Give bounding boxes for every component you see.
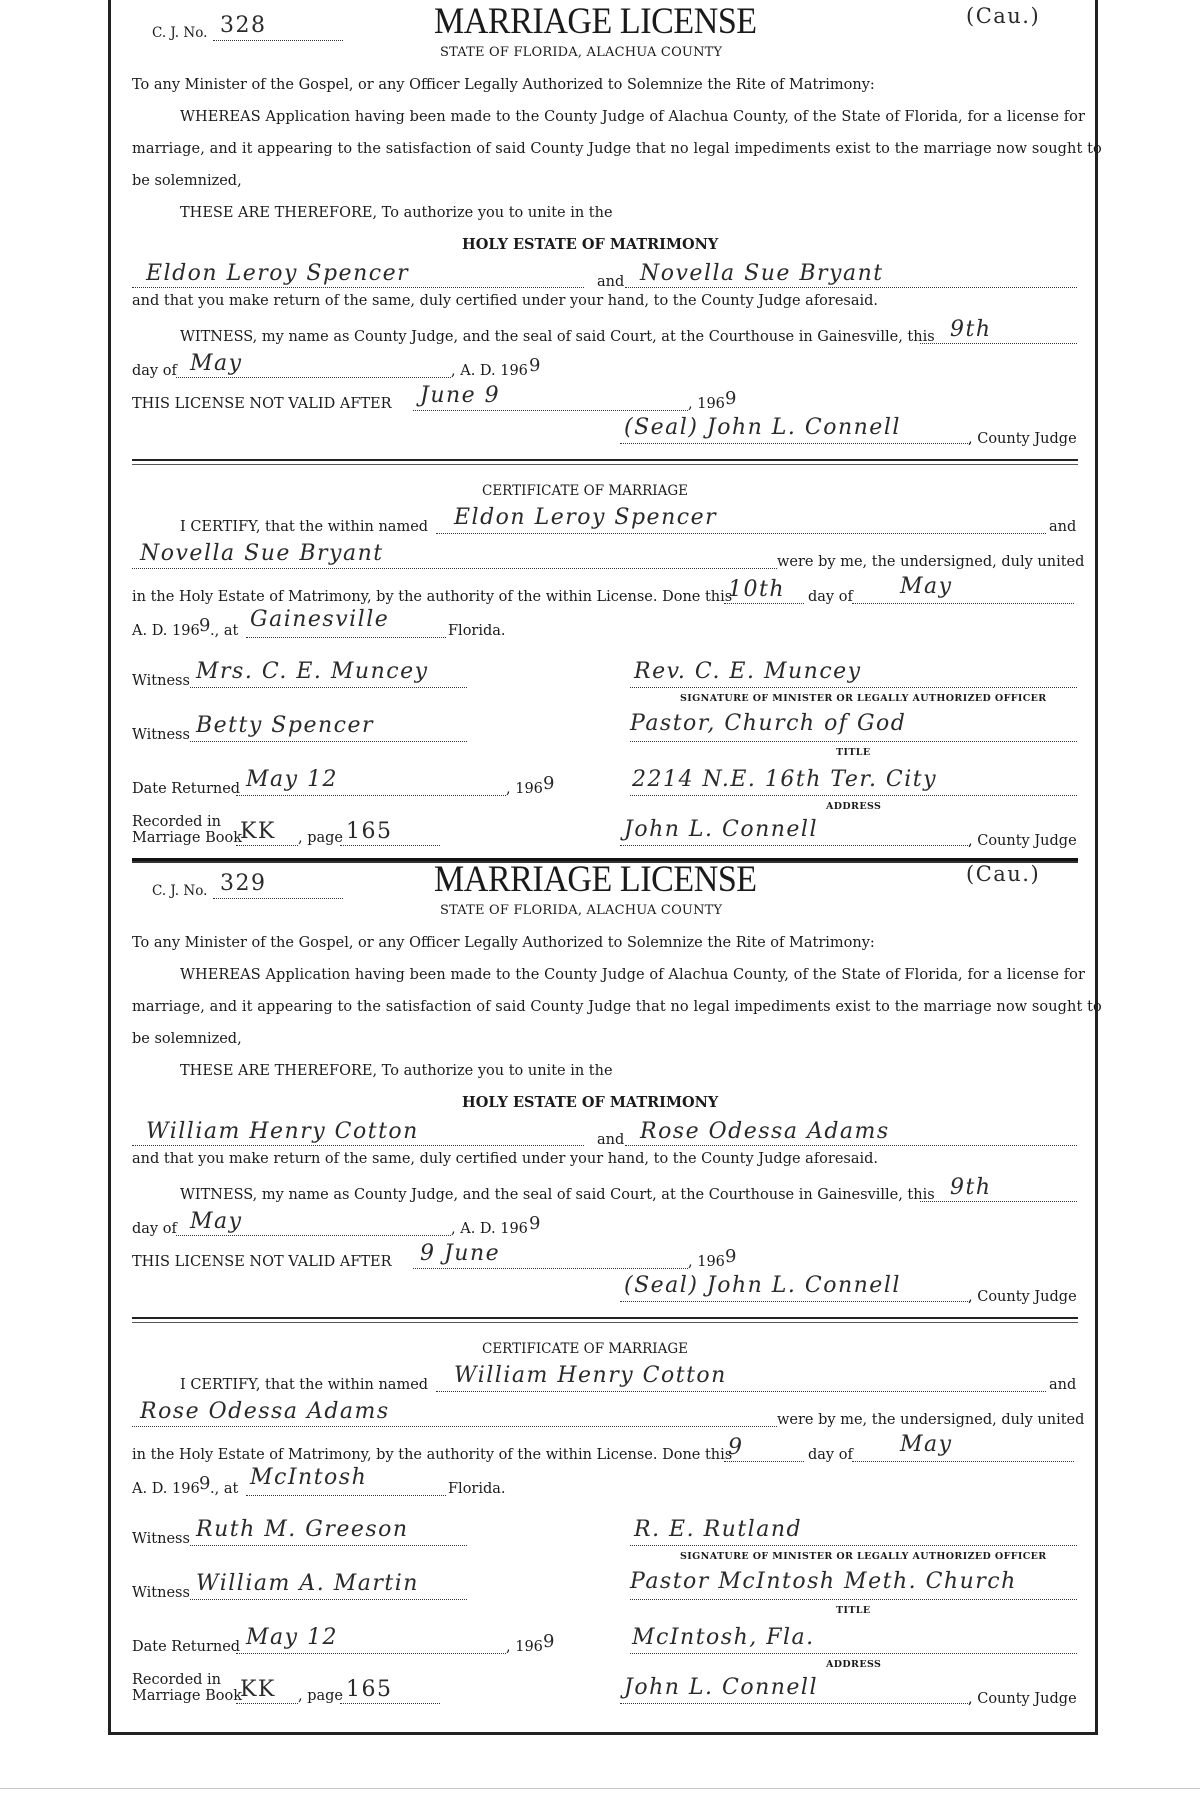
witness-day-line: [920, 343, 1077, 344]
witness-1-label: Witness: [132, 673, 190, 689]
marriage-book: KK: [240, 1677, 276, 1702]
cert-day-of-label: day of: [808, 1447, 853, 1463]
witness-1-line: [190, 1545, 467, 1546]
date-returned: May 12: [246, 767, 339, 792]
book-line: [236, 1703, 298, 1704]
bride-line: [625, 1145, 1077, 1146]
month-line: [176, 1235, 451, 1236]
done-month-line: [852, 1461, 1074, 1462]
minister-signature-line: [630, 1545, 1077, 1546]
address-label: ADDRESS: [826, 1659, 882, 1670]
date-returned-label: Date Returned: [132, 781, 241, 797]
minister-title: Pastor, Church of God: [630, 711, 907, 736]
done-day: 9: [728, 1435, 744, 1460]
minister-label: SIGNATURE OF MINISTER OR LEGALLY AUTHORIZED OFFICER: [680, 693, 1047, 704]
place-line: [246, 1495, 446, 1496]
witness-text: WITNESS, my name as County Judge, and the seal of said Court, at the Courthouse in Gainesville, this: [180, 1187, 935, 1203]
cj-number-line: [213, 40, 343, 41]
judge-signature: (Seal) John L. Connell: [624, 1273, 901, 1298]
return-text: and that you make return of the same, duly certified under your hand, to the County Judge aforesaid.: [132, 293, 879, 309]
license-month: May: [190, 351, 243, 376]
florida-label: Florida.: [448, 1481, 506, 1497]
cert-bride-line: [132, 1426, 777, 1427]
date-returned-label: Date Returned: [132, 1639, 241, 1655]
united-label: were by me, the undersigned, duly united: [777, 554, 1085, 570]
recorded-label-2: Marriage Book: [132, 1688, 243, 1704]
recording-county-judge-label: , County Judge: [968, 833, 1077, 849]
cert-ad-digit: 9: [199, 1473, 212, 1494]
day-of-label: day of: [132, 1221, 177, 1237]
cj-number-line: [213, 898, 343, 899]
section-divider: [132, 459, 1078, 465]
minister-signature: R. E. Rutland: [634, 1517, 803, 1542]
margin-annotation: (Cau.): [966, 4, 1041, 28]
not-valid-date: 9 June: [420, 1241, 501, 1266]
therefore-line: THESE ARE THEREFORE, To authorize you to unite in the: [180, 1063, 613, 1079]
certificate-heading: CERTIFICATE OF MARRIAGE: [482, 483, 688, 499]
cert-ad-label: A. D. 196: [132, 623, 200, 639]
minister-address: McIntosh, Fla.: [632, 1625, 815, 1650]
cert-groom-name: Eldon Leroy Spencer: [454, 505, 718, 530]
witness-day: 9th: [950, 317, 992, 342]
not-valid-date: June 9: [420, 383, 501, 408]
bride-line: [625, 287, 1077, 288]
marriage-book: KK: [240, 819, 276, 844]
ad-label: , A. D. 196: [451, 1221, 528, 1237]
at-label: ., at: [210, 1481, 239, 1497]
section-divider: [132, 1317, 1078, 1323]
witness-1-name: Mrs. C. E. Muncey: [196, 659, 429, 684]
done-day-line: [724, 603, 804, 604]
witness-2-name: Betty Spencer: [196, 713, 374, 738]
page-line: [340, 845, 440, 846]
minister-signature-line: [630, 687, 1077, 688]
not-valid-year-digit: 9: [725, 388, 738, 409]
marriage-license-1: [0, 0, 1200, 860]
month-line: [176, 377, 451, 378]
county-judge-label: , County Judge: [968, 431, 1077, 447]
cert-bride-name: Novella Sue Bryant: [140, 541, 384, 566]
title-line: [630, 741, 1077, 742]
returned-year-digit: 9: [543, 773, 556, 794]
and-label: and: [597, 1132, 625, 1148]
therefore-line: THESE ARE THEREFORE, To authorize you to unite in the: [180, 205, 613, 221]
ad-label: , A. D. 196: [451, 363, 528, 379]
holy-text: in the Holy Estate of Matrimony, by the authority of the within License. Done this: [132, 589, 733, 605]
county-judge-label: , County Judge: [968, 1289, 1077, 1305]
witness-2-line: [190, 741, 467, 742]
address-line: [630, 795, 1077, 796]
done-month: May: [900, 1432, 953, 1457]
address-line: [630, 1653, 1077, 1654]
whereas-line-2: marriage, and it appearing to the satisfaction of said County Judge that no legal impediments exist to the marriage now sought to: [132, 999, 1102, 1015]
returned-year-label: , 196: [506, 1639, 543, 1655]
and-label: and: [597, 274, 625, 290]
return-text: and that you make return of the same, duly certified under your hand, to the County Judge aforesaid.: [132, 1151, 879, 1167]
minister-label: SIGNATURE OF MINISTER OR LEGALLY AUTHORIZED OFFICER: [680, 1551, 1047, 1562]
license-month: May: [190, 1209, 243, 1234]
document-title: MARRIAGE LICENSE: [434, 1, 757, 42]
cj-number-value: 328: [220, 13, 267, 38]
license-year-digit: 9: [529, 1213, 542, 1234]
book-line: [236, 845, 298, 846]
groom-name: Eldon Leroy Spencer: [146, 261, 410, 286]
not-valid-line: [413, 1268, 688, 1269]
certify-label: I CERTIFY, that the within named: [180, 519, 429, 535]
minister-title: Pastor McIntosh Meth. Church: [630, 1569, 1017, 1594]
cert-groom-line: [436, 1391, 1046, 1392]
holy-text: in the Holy Estate of Matrimony, by the authority of the within License. Done this: [132, 1447, 733, 1463]
title-label: TITLE: [836, 1605, 871, 1616]
returned-year-digit: 9: [543, 1631, 556, 1652]
not-valid-year-label: , 196: [688, 1254, 725, 1270]
holy-estate-heading: HOLY ESTATE OF MATRIMONY: [462, 236, 719, 253]
title-label: TITLE: [836, 747, 871, 758]
salutation: To any Minister of the Gospel, or any Officer Legally Authorized to Solemnize the Rite of Matrimony:: [132, 77, 875, 93]
minister-signature: Rev. C. E. Muncey: [634, 659, 862, 684]
witness-2-label: Witness: [132, 1585, 190, 1601]
page-edge-line: [0, 1788, 1200, 1789]
cert-day-of-label: day of: [808, 589, 853, 605]
marriage-place: Gainesville: [250, 607, 390, 632]
cert-ad-label: A. D. 196: [132, 1481, 200, 1497]
cert-groom-name: William Henry Cotton: [454, 1363, 727, 1388]
not-valid-year-label: , 196: [688, 396, 725, 412]
recording-judge-signature: John L. Connell: [624, 817, 818, 842]
recording-judge-line: [620, 1703, 970, 1704]
bride-name: Novella Sue Bryant: [640, 261, 884, 286]
done-month-line: [852, 603, 1074, 604]
witness-1-line: [190, 687, 467, 688]
at-label: ., at: [210, 623, 239, 639]
groom-name: William Henry Cotton: [146, 1119, 419, 1144]
recorded-label-1: Recorded in: [132, 1672, 222, 1688]
holy-estate-heading: HOLY ESTATE OF MATRIMONY: [462, 1094, 719, 1111]
not-valid-label: THIS LICENSE NOT VALID AFTER: [132, 1254, 392, 1270]
marriage-license-2: [0, 858, 1200, 1718]
certificate-heading: CERTIFICATE OF MARRIAGE: [482, 1341, 688, 1357]
whereas-line-2: marriage, and it appearing to the satisfaction of said County Judge that no legal impediments exist to the marriage now sought to: [132, 141, 1102, 157]
whereas-line-3: be solemnized,: [132, 1031, 242, 1047]
page-label: , page: [298, 1688, 344, 1704]
done-day-line: [724, 1461, 804, 1462]
document-subtitle: STATE OF FLORIDA, ALACHUA COUNTY: [440, 903, 723, 918]
margin-annotation: (Cau.): [966, 862, 1041, 886]
certify-label: I CERTIFY, that the within named: [180, 1377, 429, 1393]
title-line: [630, 1599, 1077, 1600]
cert-groom-line: [436, 533, 1046, 534]
whereas-line-1: WHEREAS Application having been made to the County Judge of Alachua County, of the State of Florida, for a license for: [180, 967, 1086, 983]
recording-county-judge-label: , County Judge: [968, 1691, 1077, 1707]
not-valid-line: [413, 410, 688, 411]
recording-judge-line: [620, 845, 970, 846]
day-of-label: day of: [132, 363, 177, 379]
witness-day-line: [920, 1201, 1077, 1202]
page-line: [340, 1703, 440, 1704]
date-returned-line: [236, 1653, 506, 1654]
cj-number-value: 329: [220, 871, 267, 896]
marriage-place: McIntosh: [250, 1465, 368, 1490]
minister-address: 2214 N.E. 16th Ter. City: [632, 767, 938, 792]
recorded-label-2: Marriage Book: [132, 830, 243, 846]
recorded-label-1: Recorded in: [132, 814, 222, 830]
groom-line: [132, 287, 584, 288]
page-number: 165: [346, 1677, 393, 1702]
witness-day: 9th: [950, 1175, 992, 1200]
judge-signature: (Seal) John L. Connell: [624, 415, 901, 440]
witness-1-label: Witness: [132, 1531, 190, 1547]
witness-text: WITNESS, my name as County Judge, and the seal of said Court, at the Courthouse in Gainesville, this: [180, 329, 935, 345]
witness-2-name: William A. Martin: [196, 1571, 419, 1596]
judge-signature-line: [620, 1301, 970, 1302]
document-subtitle: STATE OF FLORIDA, ALACHUA COUNTY: [440, 45, 723, 60]
cert-bride-line: [132, 568, 777, 569]
document-title: MARRIAGE LICENSE: [434, 859, 757, 900]
address-label: ADDRESS: [826, 801, 882, 812]
florida-label: Florida.: [448, 623, 506, 639]
not-valid-label: THIS LICENSE NOT VALID AFTER: [132, 396, 392, 412]
witness-2-label: Witness: [132, 727, 190, 743]
not-valid-year-digit: 9: [725, 1246, 738, 1267]
license-year-digit: 9: [529, 355, 542, 376]
judge-signature-line: [620, 443, 970, 444]
cert-and-label: and: [1049, 519, 1077, 535]
page-label: , page: [298, 830, 344, 846]
whereas-line-3: be solemnized,: [132, 173, 242, 189]
page-number: 165: [346, 819, 393, 844]
witness-1-name: Ruth M. Greeson: [196, 1517, 409, 1542]
cert-ad-digit: 9: [199, 615, 212, 636]
place-line: [246, 637, 446, 638]
date-returned-line: [236, 795, 506, 796]
united-label: were by me, the undersigned, duly united: [777, 1412, 1085, 1428]
cj-number-label: C. J. No.: [152, 883, 208, 899]
cert-bride-name: Rose Odessa Adams: [140, 1399, 390, 1424]
whereas-line-1: WHEREAS Application having been made to the County Judge of Alachua County, of the State of Florida, for a license for: [180, 109, 1086, 125]
cj-number-label: C. J. No.: [152, 25, 208, 41]
groom-line: [132, 1145, 584, 1146]
bride-name: Rose Odessa Adams: [640, 1119, 890, 1144]
returned-year-label: , 196: [506, 781, 543, 797]
witness-2-line: [190, 1599, 467, 1600]
cert-and-label: and: [1049, 1377, 1077, 1393]
salutation: To any Minister of the Gospel, or any Officer Legally Authorized to Solemnize the Rite of Matrimony:: [132, 935, 875, 951]
recording-judge-signature: John L. Connell: [624, 1675, 818, 1700]
done-month: May: [900, 574, 953, 599]
done-day: 10th: [728, 577, 786, 602]
date-returned: May 12: [246, 1625, 339, 1650]
